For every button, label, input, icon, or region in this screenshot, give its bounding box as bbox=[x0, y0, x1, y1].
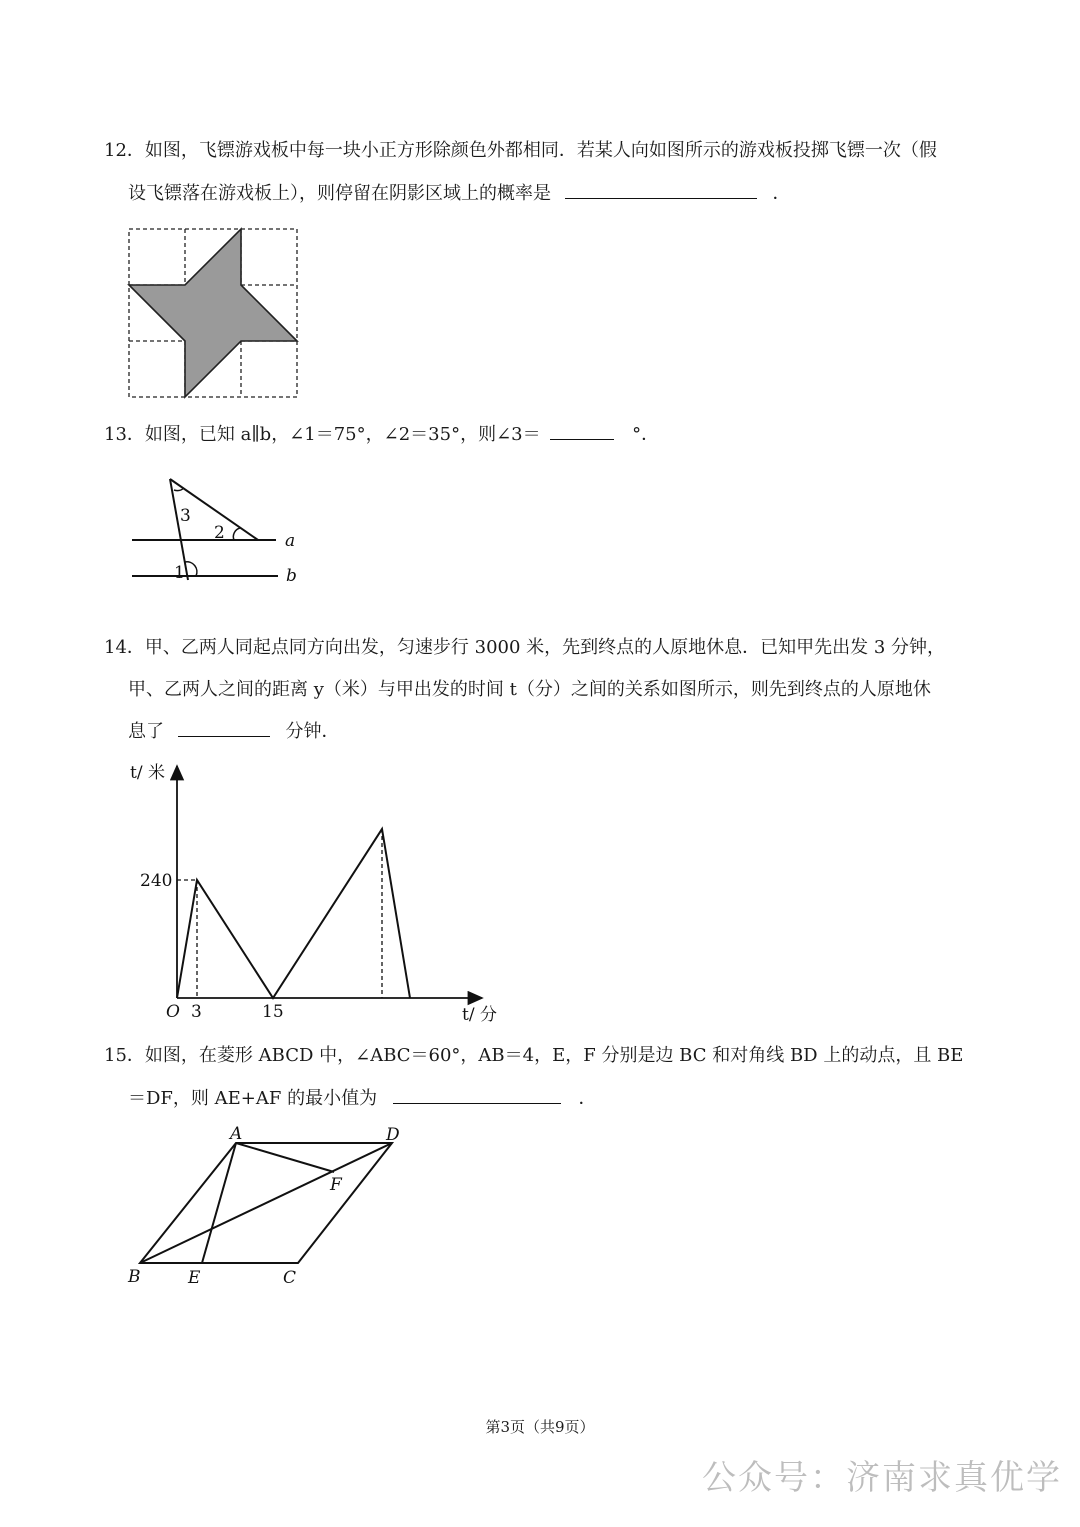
q12-answer-blank[interactable] bbox=[565, 184, 757, 199]
vertex-C-label: C bbox=[283, 1268, 297, 1288]
q12-text-line1: 如图，飞镖游戏板中每一块小正方形除颜色外都相同．若某人向如图所示的游戏板投掷飞镖一次（假 bbox=[144, 140, 937, 161]
vertex-B-label: B bbox=[128, 1267, 141, 1287]
diagonal-BD bbox=[140, 1143, 392, 1263]
q13-end: °． bbox=[632, 424, 660, 445]
q13-number: 13． bbox=[104, 424, 145, 445]
vertex-D-label: D bbox=[386, 1125, 400, 1145]
angle2-label: 2 bbox=[214, 523, 225, 543]
q13-parallel-lines-figure bbox=[128, 476, 308, 586]
y-tick-240: 240 bbox=[140, 871, 173, 891]
watermark: 公众号：济南求真优学 bbox=[702, 1458, 1062, 1498]
x-tick-15: 15 bbox=[262, 1002, 284, 1022]
angle3-label: 3 bbox=[180, 506, 191, 526]
angle2-arc bbox=[233, 528, 240, 540]
q14-text-line3-post: 分钟． bbox=[285, 721, 340, 742]
q15-text-line1: 如图，在菱形 ABCD 中，∠ABC＝60°，AB＝4，E，F 分别是边 BC 和对角线 BD 上的动点，且 BE bbox=[144, 1045, 964, 1066]
q15-line2 bbox=[128, 1087, 597, 1111]
q14-line3 bbox=[128, 720, 339, 744]
q12-dartboard-figure bbox=[128, 228, 300, 398]
q14-line1 bbox=[104, 636, 945, 660]
q15-line1 bbox=[104, 1044, 963, 1068]
segment-AF bbox=[236, 1143, 334, 1172]
q15-text-line2: ＝DF，则 AE+AF 的最小值为 bbox=[128, 1088, 378, 1109]
point-E-label: E bbox=[188, 1268, 201, 1288]
line-b-label: b bbox=[286, 566, 297, 586]
q12-text-line2: 设飞镖落在游戏板上），则停留在阴影区域上的概率是 bbox=[128, 183, 551, 204]
vertex-A-label: A bbox=[230, 1124, 243, 1144]
q13-text: 如图，已知 a∥b，∠1＝75°，∠2＝35°，则∠3＝ bbox=[144, 424, 541, 445]
q14-number: 14． bbox=[104, 637, 145, 658]
q12-end: ． bbox=[772, 183, 791, 204]
segment-AE bbox=[202, 1143, 236, 1263]
page-footer: 第3页（共9页） bbox=[485, 1418, 595, 1436]
q14-text-line3-pre: 息了 bbox=[128, 721, 164, 742]
q12-line1 bbox=[104, 139, 937, 163]
q13-answer-blank[interactable] bbox=[550, 425, 614, 440]
point-F-label: F bbox=[330, 1175, 342, 1195]
y-axis-label: t/ 米 bbox=[130, 763, 165, 783]
q14-distance-time-graph bbox=[120, 758, 520, 1028]
q14-line2 bbox=[128, 678, 931, 702]
q15-number: 15． bbox=[104, 1045, 145, 1066]
q15-answer-blank[interactable] bbox=[393, 1089, 561, 1104]
q14-answer-blank[interactable] bbox=[178, 722, 270, 737]
q13-line bbox=[104, 423, 659, 447]
angle1-label: 1 bbox=[174, 563, 185, 583]
q12-line2 bbox=[128, 182, 790, 206]
x-axis-label: t/ 分 bbox=[462, 1005, 497, 1025]
q14-text-line1: 甲、乙两人同起点同方向出发，匀速步行 3000 米，先到终点的人原地休息．已知甲先出发 3 分钟， bbox=[144, 637, 946, 658]
distance-curve bbox=[177, 829, 410, 998]
dartboard-shaded-region bbox=[129, 229, 297, 397]
q15-end: ． bbox=[578, 1088, 597, 1109]
angle3-arc bbox=[174, 488, 184, 491]
x-tick-3: 3 bbox=[191, 1002, 202, 1022]
line-a-label: a bbox=[285, 531, 296, 551]
q15-rhombus-figure bbox=[120, 1120, 420, 1295]
q12-number: 12． bbox=[104, 140, 145, 161]
q14-text-line2: 甲、乙两人之间的距离 y（米）与甲出发的时间 t（分）之间的关系如图所示，则先到终点的人原地休 bbox=[128, 679, 931, 700]
origin-label: O bbox=[166, 1002, 180, 1022]
